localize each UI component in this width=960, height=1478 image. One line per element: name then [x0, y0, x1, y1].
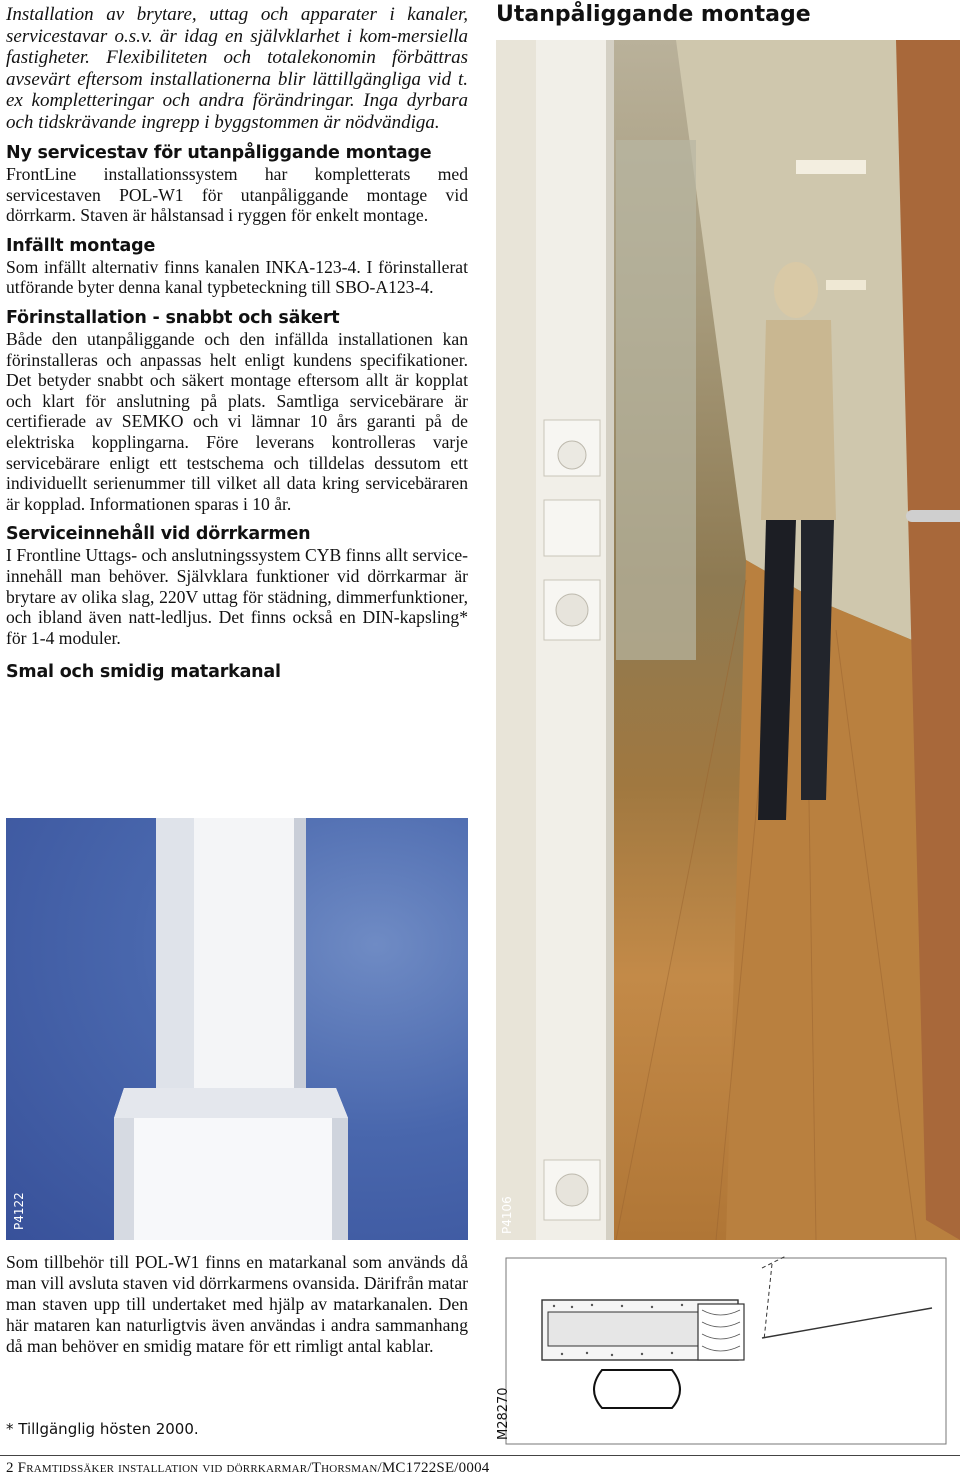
section-drawing: [492, 1250, 960, 1446]
intro-paragraph: Installation av brytare, uttag och apparater i kanaler, servicestavar o.s.v. är idag en självklarhet i kom-mersiella fastigheter. Flexibiliteten och totalekonomin förbättras avsevärt eftersom installationerna blir lättillgängliga vid t. ex kompletteringar och andra förändringar. Inga dyrbara och tidskrävande ingrepp i byggstommen är nödvändiga.: [6, 4, 468, 133]
body-forinstallation: Både den utanpåliggande och den infällda installationen kan förinstalleras och anpassas helt enligt kundens specifikationer. Det betyder snabbt och säkert montage eftersom allt är kopplat och klart för anslutning på plats. Samtliga servicebärare är certifierade av SEMKO och vi lämnar 10 års garanti på de elektriska kopplingarna. Före leverans kontrolleras varje servicebärare enligt ett testschema och tilldelas dessutom ett individuellt serienummer till vilket all data kring servicebäraren är kopplad. Informationen sparas i 10 år.: [6, 328, 468, 514]
duct-photo-code: P4122: [12, 1192, 26, 1230]
right-title: Utanpåliggande montage: [496, 2, 811, 27]
corridor-photo-illustration: [496, 40, 960, 1240]
duct-caption: Som tillbehör till POL-W1 finns en matarkanal som används då man vill avsluta staven vid dörrkarmens ovansida. Därifrån matar man staven upp till undertaket med hjälp av matarkanalen. Den här mataren kan naturligtvis även användas i andra sammanhang då man behöver en smidig matare för ett rimligt antal kablar.: [6, 1252, 468, 1356]
drawing-code: M28270: [496, 1387, 511, 1440]
body-serviceinnehall: I Frontline Uttags- och anslutningssystem CYB finns allt service-innehåll man behöver. Självklara funktioner vid dörrkarmar är brytare av olika slag, 220V uttag för städning, dimmerfunktioner, och ibland även natt-ledljus. Det finns också en DIN-kapsling* för 1-4 moduler.: [6, 545, 468, 648]
duct-photo: [6, 818, 468, 1240]
heading-serviceinnehall: Serviceinnehåll vid dörrkarmen: [6, 524, 311, 545]
corridor-photo: [496, 40, 960, 1240]
duct-photo-illustration: [6, 818, 468, 1240]
heading-infallt: Infällt montage: [6, 235, 156, 256]
technical-drawing: [492, 1250, 960, 1446]
heading-forinstallation: Förinstallation - snabbt och säkert: [6, 307, 340, 328]
heading-servicestav: Ny servicestav för utanpåliggande montage: [6, 143, 432, 163]
body-infallt: Som infällt alternativ finns kanalen INKA-123-4. I förinstallerat utförande byter denna kanal typbeteckning till SBO-A123-4.: [6, 256, 468, 298]
heading-matarkanal: Smal och smidig matarkanal: [6, 662, 281, 683]
left-text-column: [6, 4, 468, 683]
footer-rule: [0, 1455, 960, 1456]
page-footer: 2 Framtidssäker installation vid dörrkarmar/Thorsman/MC1722SE/0004: [6, 1460, 490, 1476]
footnote: * Tillgänglig hösten 2000.: [6, 1420, 199, 1438]
corridor-photo-code: P4106: [500, 1196, 514, 1234]
body-servicestav: FrontLine installationssystem har kompletterats med servicestaven POL-W1 för utanpåliggande montage vid dörrkarm. Staven är hålstansad i ryggen för enkelt montage.: [6, 164, 468, 226]
